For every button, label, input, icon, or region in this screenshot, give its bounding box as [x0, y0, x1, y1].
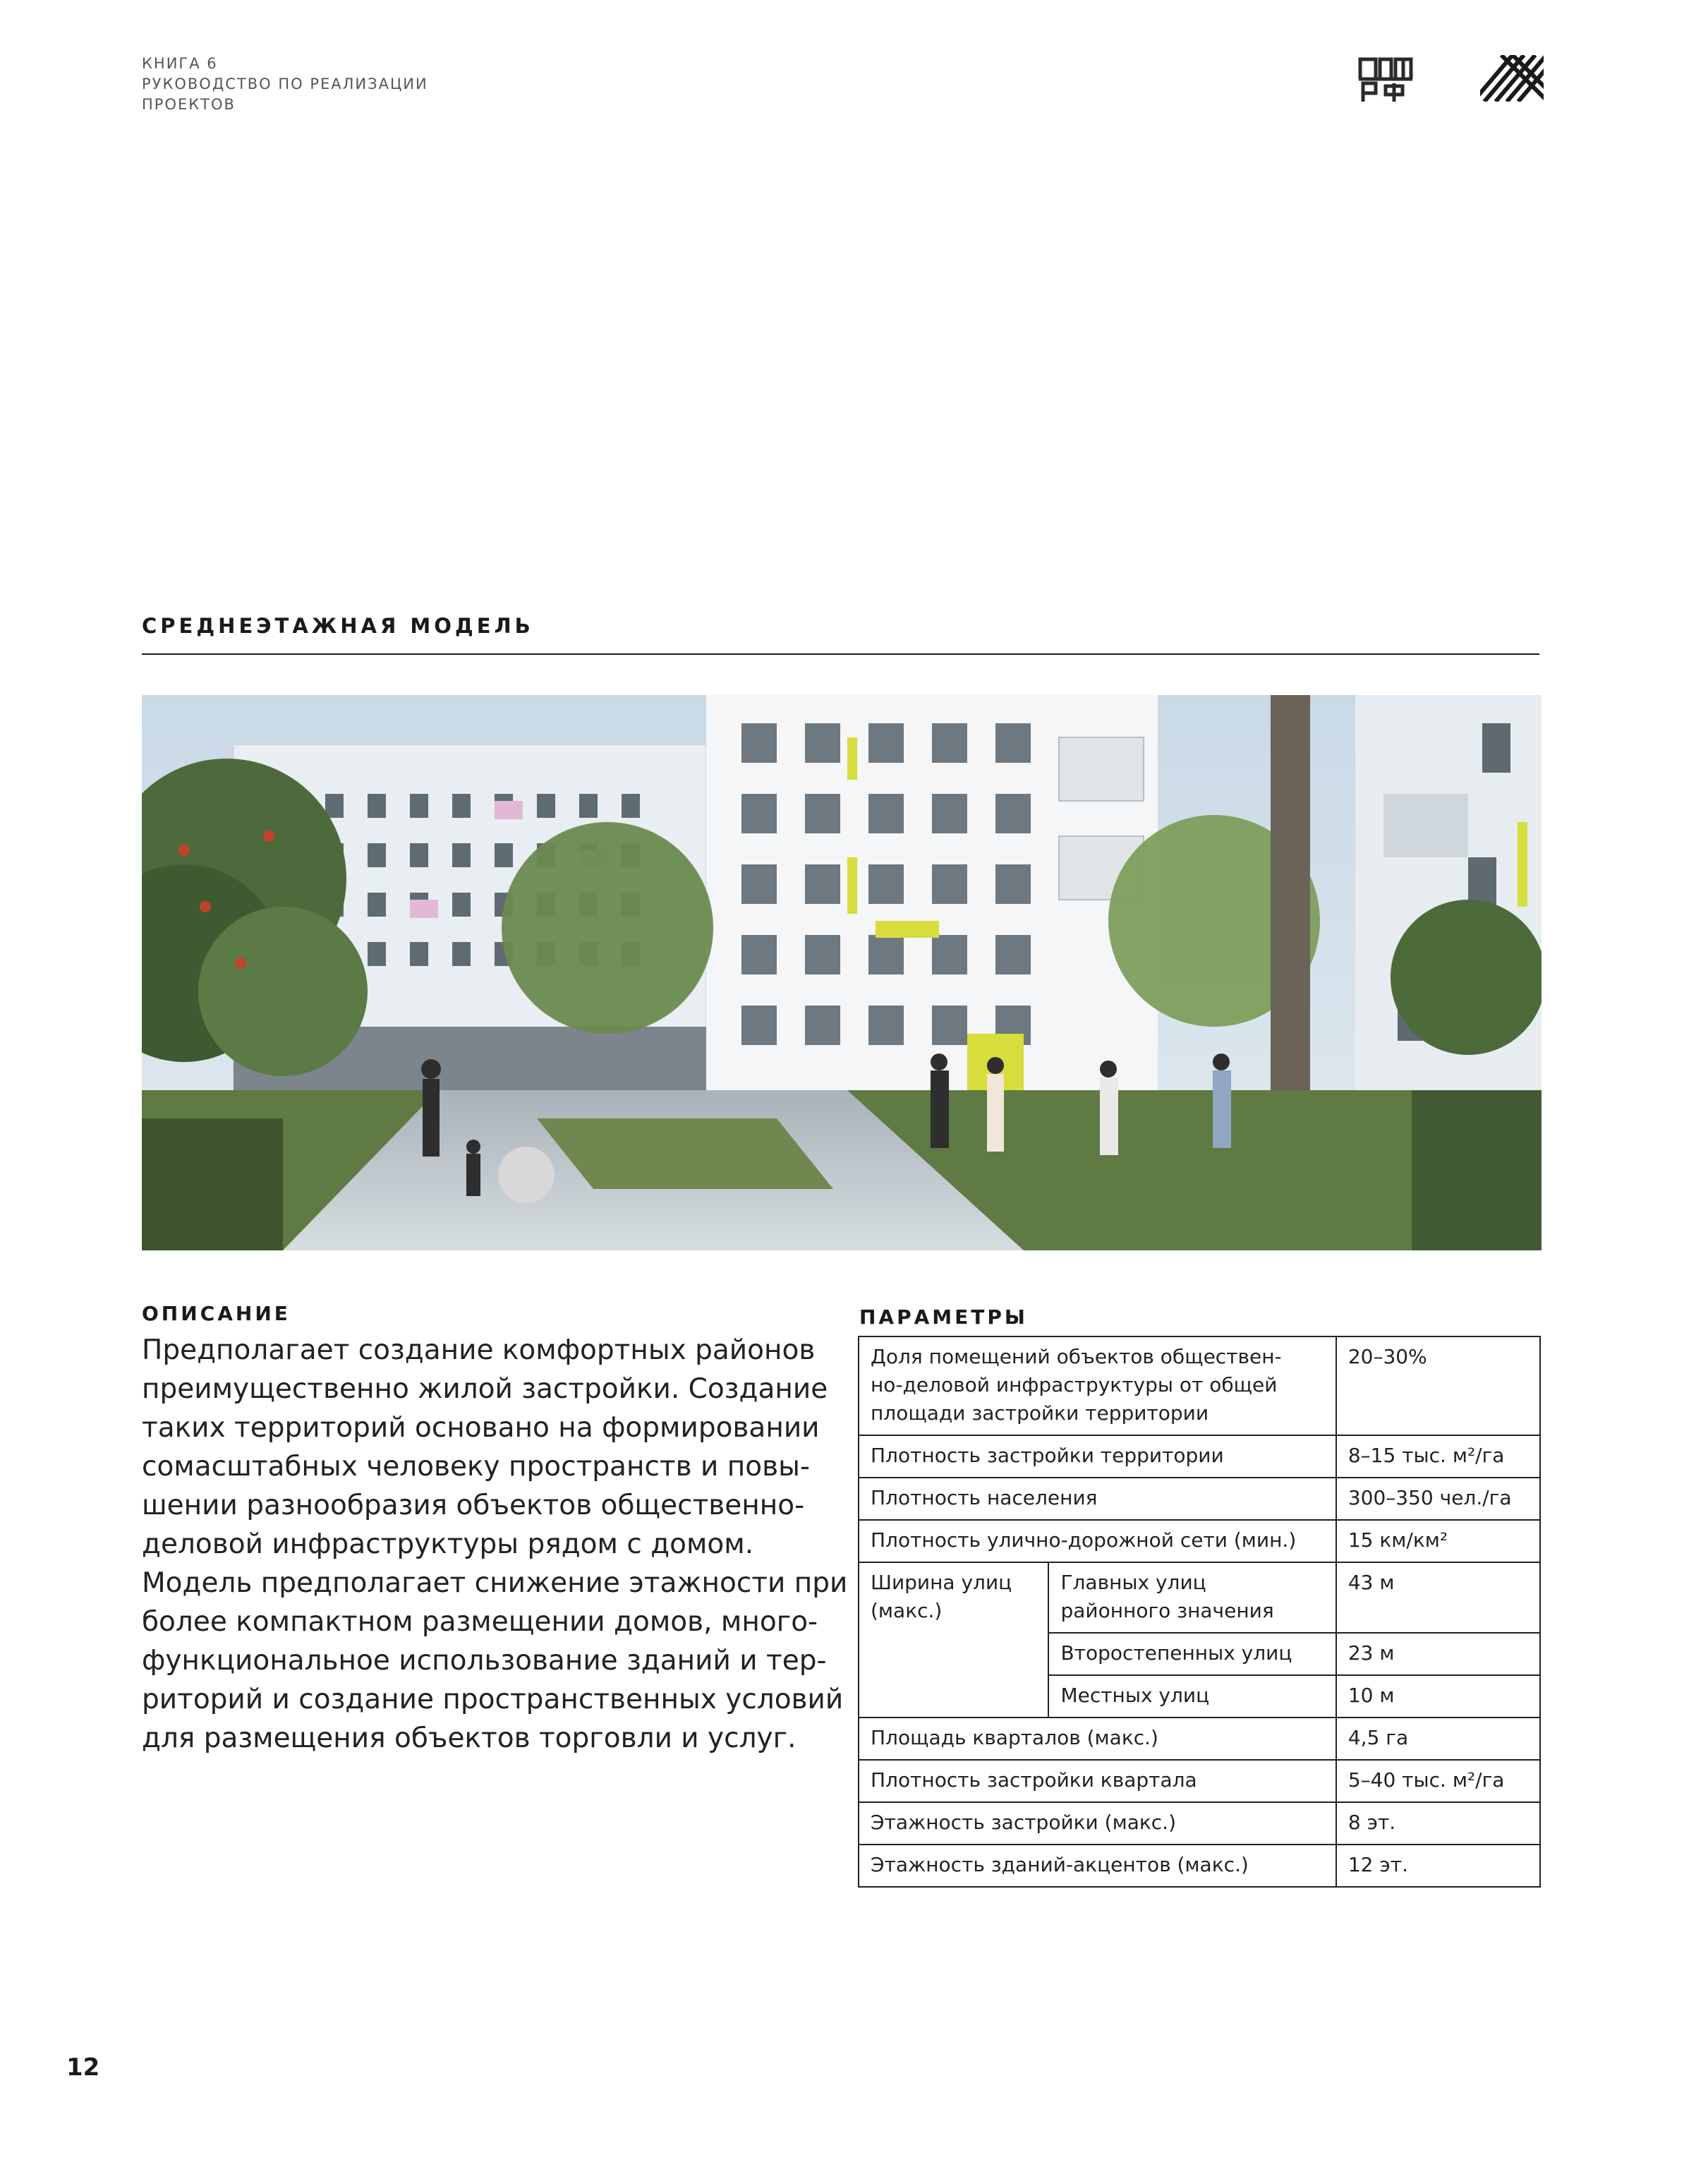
description-line: Предполагает создание комфортных районов [142, 1334, 816, 1366]
description-label: ОПИСАНИЕ [142, 1302, 291, 1325]
section-title: СРЕДНЕЭТАЖНАЯ МОДЕЛЬ [142, 614, 534, 638]
book-title-line-1: РУКОВОДСТВО ПО РЕАЛИЗАЦИИ [142, 76, 428, 92]
page-number: 12 [66, 2053, 100, 2082]
table-row [859, 1718, 1540, 1760]
param-name: Местных улиц [1048, 1675, 1335, 1718]
param-name: Этажность застройки (макс.) [859, 1802, 1336, 1845]
param-name: Площадь кварталов (макс.) [859, 1718, 1336, 1760]
description-line: для размещения объектов торговли и услуг. [142, 1722, 797, 1754]
param-value: 4,5 га [1336, 1718, 1540, 1760]
param-value: 5–40 тыс. м²/га [1336, 1760, 1540, 1802]
param-value: 20–30% [1336, 1336, 1540, 1435]
param-value: 12 эт. [1336, 1845, 1540, 1887]
table-row [859, 1520, 1540, 1562]
description-line: функциональное использование зданий и тер- [142, 1645, 827, 1677]
building-center [706, 695, 1158, 1097]
param-name: Плотность застройки территории [859, 1435, 1336, 1478]
ground [142, 1090, 1542, 1250]
parameters-table [858, 1336, 1541, 1888]
table-row [859, 1802, 1540, 1845]
description-line: более компактном размещении домов, много- [142, 1606, 818, 1638]
parameters-label: ПАРАМЕТРЫ [859, 1305, 1028, 1329]
param-name: Этажность зданий-акцентов (макс.) [859, 1845, 1336, 1887]
description-line: таких территорий основано на формировании [142, 1412, 820, 1444]
param-name: Плотность улично-дорожной сети (мин.) [859, 1520, 1336, 1562]
param-name: Плотность населения [859, 1478, 1336, 1520]
param-value: 43 м [1336, 1562, 1540, 1633]
table-row [859, 1845, 1540, 1887]
description-line: риторий и создание пространственных условий [142, 1684, 844, 1715]
param-value: 23 м [1336, 1633, 1540, 1675]
param-name: Второстепенных улиц [1048, 1633, 1335, 1675]
param-value: 15 км/км² [1336, 1520, 1540, 1562]
param-value: 8 эт. [1336, 1802, 1540, 1845]
param-name: Доля помещений объектов обществен- но-деловой инфраструктуры от общей площади застройки территории [859, 1336, 1336, 1435]
description-line: сомасштабных человеку пространств и повы- [142, 1451, 810, 1483]
param-value: 10 м [1336, 1675, 1540, 1718]
description-line: деловой инфраструктуры рядом с домом. [142, 1528, 754, 1560]
table-row [859, 1336, 1540, 1435]
param-name: Главных улиц районного значения [1048, 1562, 1335, 1633]
table-row [859, 1562, 1540, 1633]
table-row [859, 1760, 1540, 1802]
book-number: КНИГА 6 [142, 55, 218, 72]
table-row [859, 1435, 1540, 1478]
section-divider [142, 653, 1539, 655]
description-line: шении разнообразия объектов общественно- [142, 1490, 805, 1521]
param-value: 300–350 чел./га [1336, 1478, 1540, 1520]
description-line: Модель предполагает снижение этажности при [142, 1567, 848, 1599]
book-title-line-2: ПРОЕКТОВ [142, 96, 236, 113]
description-text [142, 1331, 848, 1758]
description-line: преимущественно жилой застройки. Создание [142, 1373, 828, 1405]
table-row [859, 1478, 1540, 1520]
param-name: Плотность застройки квартала [859, 1760, 1336, 1802]
param-value: 8–15 тыс. м²/га [1336, 1435, 1540, 1478]
hero-image [142, 695, 1542, 1250]
book-header [142, 54, 428, 115]
dom-rf-logo [1357, 55, 1414, 104]
pattern-logo [1480, 55, 1544, 102]
street-width-group: Ширина улиц (макс.) [859, 1562, 1048, 1718]
